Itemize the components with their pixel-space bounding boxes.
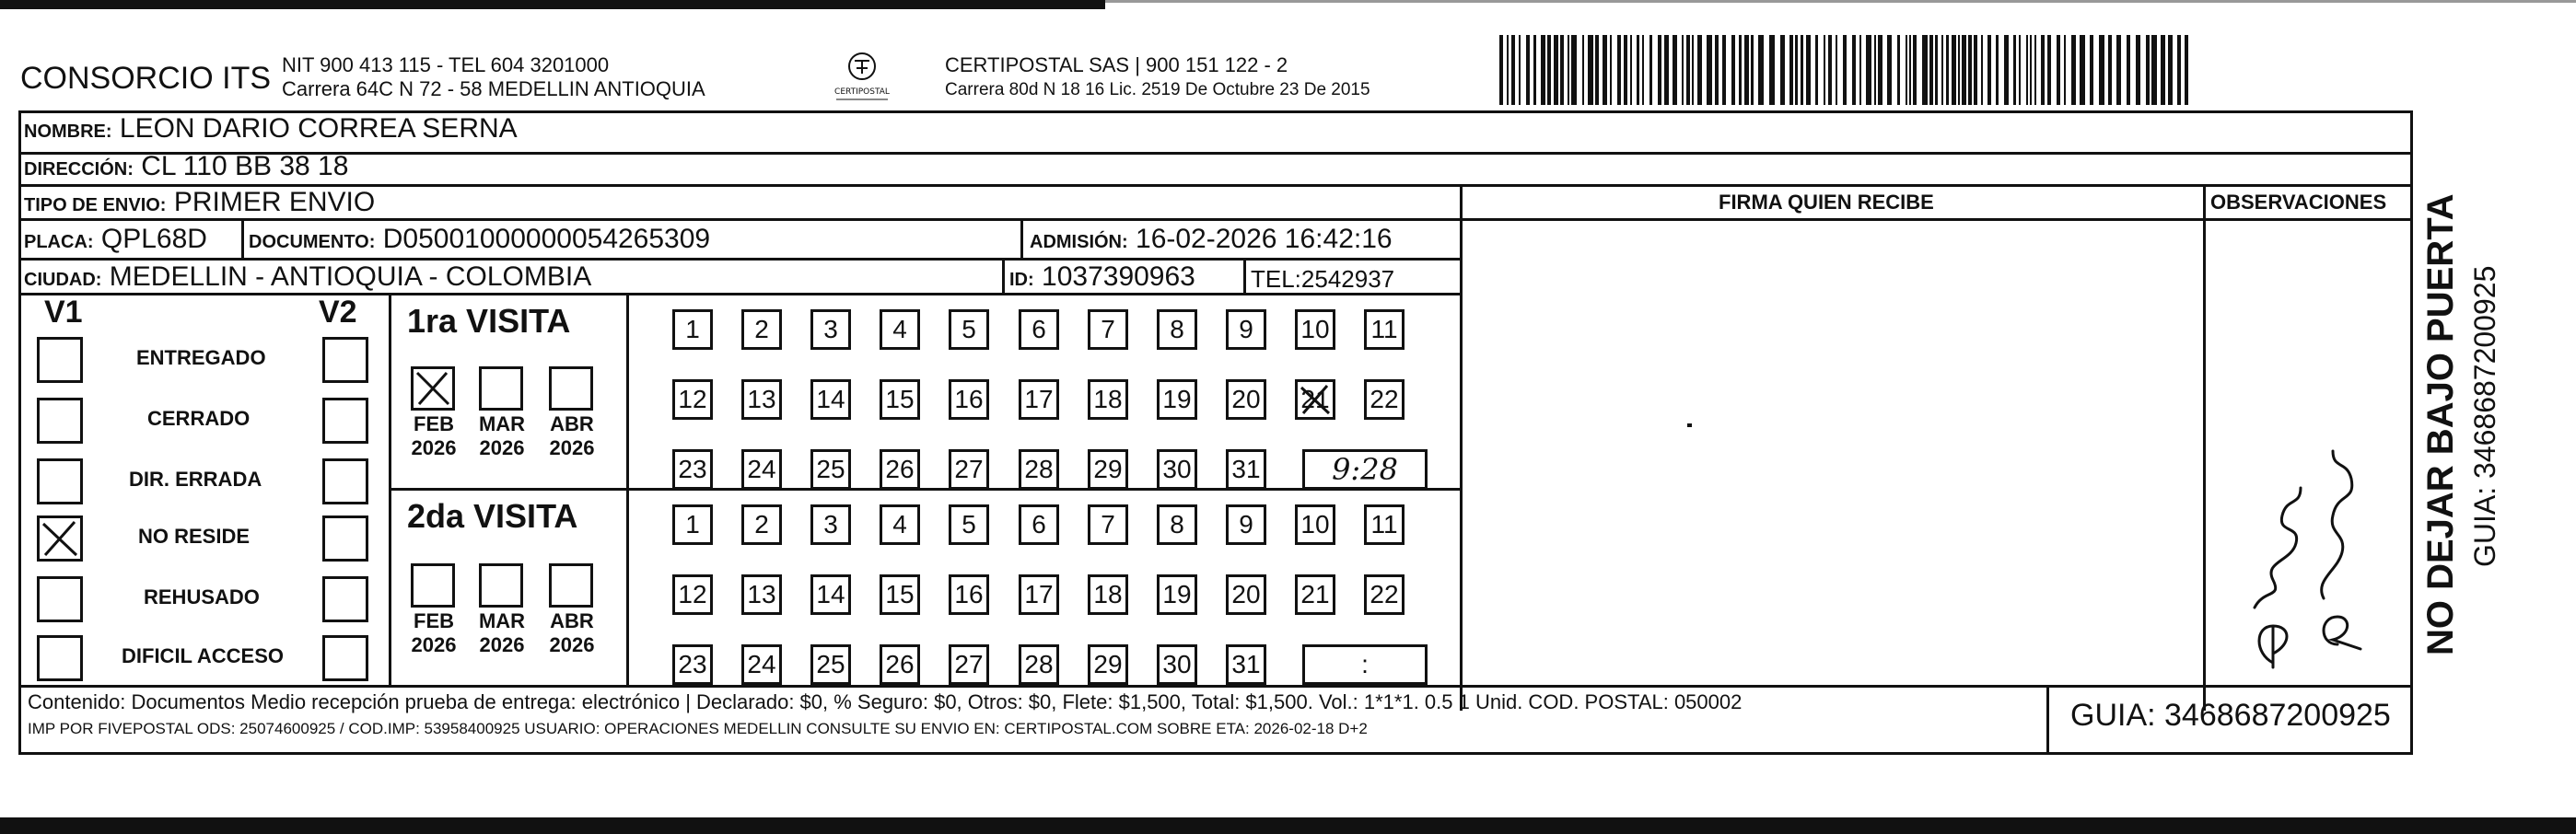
status-label: ENTREGADO: [136, 346, 266, 369]
day-checkbox[interactable]: 9: [1226, 504, 1266, 545]
barcode-bar: [2047, 35, 2051, 105]
barcode-bar: [1630, 35, 1632, 105]
v2-header: V2: [319, 295, 357, 330]
day-checkbox[interactable]: 22: [1364, 379, 1405, 420]
day-checkbox[interactable]: 15: [880, 379, 920, 420]
month-checkbox[interactable]: [479, 563, 523, 608]
barcode-bar: [2004, 35, 2009, 105]
status-v2-checkbox[interactable]: [322, 515, 368, 562]
barcode-bar: [1715, 35, 1719, 105]
month-label: ABR 2026: [549, 412, 595, 459]
day-checkbox[interactable]: 22: [1364, 574, 1405, 615]
status-v1-checkbox[interactable]: [37, 635, 83, 681]
visit1-title: 1ra VISITA: [407, 302, 571, 340]
barcode-bar: [1946, 35, 1949, 105]
barcode-bar: [1801, 35, 1803, 105]
direccion-value: CL 110 BB 38 18: [141, 151, 349, 181]
barcode-bar: [1664, 35, 1669, 105]
day-checkbox[interactable]: 21: [1295, 574, 1335, 615]
barcode-bar: [1507, 35, 1509, 105]
barcode-bar: [1731, 35, 1735, 105]
barcode-bar: [1878, 35, 1882, 105]
rule: [1002, 258, 1005, 293]
placa-label: PLACA:: [24, 232, 94, 252]
month-label: FEB 2026: [411, 609, 457, 656]
barcode-bar: [2080, 35, 2085, 105]
day-checkbox[interactable]: 17: [1019, 379, 1059, 420]
month-checkbox[interactable]: [549, 563, 593, 608]
top-border-bar-light: [1105, 0, 2576, 3]
firma-header: FIRMA QUIEN RECIBE: [1719, 191, 1934, 214]
day-checkbox[interactable]: 20: [1226, 574, 1266, 615]
id-label: ID:: [1009, 270, 1034, 290]
day-checkbox[interactable]: 27: [949, 644, 989, 685]
day-checkbox[interactable]: 19: [1157, 379, 1197, 420]
barcode-bar: [2185, 35, 2188, 105]
barcode-bar: [1541, 35, 1545, 105]
barcode-bar: [1815, 35, 1818, 105]
day-checkbox[interactable]: 30: [1157, 449, 1197, 490]
day-checkbox[interactable]: 4: [880, 504, 920, 545]
footer-guia: GUIA: 3468687200925: [2070, 698, 2391, 733]
barcode-bar: [1533, 35, 1536, 105]
barcode-bar: [1637, 35, 1639, 105]
time-box[interactable]: 9:28: [1302, 449, 1428, 490]
day-checkbox[interactable]: 26: [880, 644, 920, 685]
observaciones-header: OBSERVACIONES: [2210, 191, 2387, 214]
day-checkbox[interactable]: 16: [949, 379, 989, 420]
barcode-bar: [1913, 35, 1917, 105]
barcode-bar: [1739, 35, 1742, 105]
rule: [2046, 685, 2049, 755]
barcode-bar: [1789, 35, 1793, 105]
barcode-bar: [1929, 35, 1933, 105]
day-checkbox[interactable]: 2: [741, 504, 782, 545]
address-line: Carrera 64C N 72 - 58 MEDELLIN ANTIOQUIA: [282, 77, 705, 100]
documento-label: DOCUMENTO:: [249, 232, 376, 252]
day-checkbox[interactable]: 7: [1088, 309, 1128, 350]
day-checkbox[interactable]: 11: [1364, 309, 1405, 350]
barcode-bar: [1836, 35, 1837, 105]
ciudad-row: [24, 261, 591, 293]
rule: [18, 184, 2413, 187]
day-checkbox[interactable]: 31: [1226, 449, 1266, 490]
barcode-bar: [2151, 35, 2157, 105]
admision-label: ADMISIÓN:: [1030, 232, 1128, 252]
barcode-bar: [2071, 35, 2076, 105]
bottom-border-bar: [0, 817, 2576, 834]
day-checkbox[interactable]: 3: [810, 309, 851, 350]
day-checkbox[interactable]: 1: [672, 504, 713, 545]
barcode-bar: [2030, 35, 2032, 105]
barcode: [1499, 35, 2190, 105]
day-checkbox[interactable]: 24: [741, 449, 782, 490]
barcode-bar: [2099, 35, 2104, 105]
day-checkbox[interactable]: 18: [1088, 379, 1128, 420]
tipo-value: PRIMER ENVIO: [173, 187, 376, 217]
day-checkbox[interactable]: 24: [741, 644, 782, 685]
day-checkbox[interactable]: 10: [1295, 504, 1335, 545]
barcode-bar: [1866, 35, 1871, 105]
svg-text:CERTIPOSTAL: CERTIPOSTAL: [834, 87, 890, 97]
barcode-bar: [1758, 35, 1764, 105]
barcode-bar: [1987, 35, 1991, 105]
barcode-bar: [1692, 35, 1694, 105]
barcode-bar: [1511, 35, 1515, 105]
rule: [18, 152, 2413, 155]
barcode-bar: [1887, 35, 1892, 105]
barcode-bar: [1658, 35, 1661, 105]
barcode-bar: [1526, 35, 1530, 105]
admision-value: 16-02-2026 16:42:16: [1136, 224, 1393, 254]
check-x-icon: [414, 369, 452, 408]
month-checkbox[interactable]: [479, 366, 523, 411]
month-checkbox[interactable]: [549, 366, 593, 411]
barcode-bar: [1795, 35, 1798, 105]
nombre-value: LEON DARIO CORREA SERNA: [119, 113, 518, 144]
barcode-bar: [1707, 35, 1712, 105]
barcode-bar: [1968, 35, 1972, 105]
barcode-bar: [2064, 35, 2066, 105]
nit-line: NIT 900 413 115 - TEL 604 3201000: [282, 53, 610, 76]
day-checkbox[interactable]: 3: [810, 504, 851, 545]
documento-value: D05001000000054265309: [382, 224, 711, 254]
nombre-row: [24, 113, 518, 145]
barcode-bar: [1554, 35, 1558, 105]
check-x-icon: [1298, 382, 1333, 417]
day-checkbox[interactable]: 7: [1088, 504, 1128, 545]
day-checkbox[interactable]: 23: [672, 644, 713, 685]
month-checkbox[interactable]: [411, 366, 455, 411]
barcode-bar: [2116, 35, 2121, 105]
barcode-bar: [2177, 35, 2181, 105]
barcode-bar: [1686, 35, 1690, 105]
barcode-bar: [1828, 35, 1832, 105]
ciudad-label: CIUDAD:: [24, 270, 102, 290]
direccion-row: [24, 151, 348, 182]
top-border-bar: [0, 0, 1105, 9]
day-checkbox[interactable]: 25: [810, 449, 851, 490]
day-checkbox[interactable]: 21: [1295, 379, 1335, 420]
status-v2-checkbox[interactable]: [322, 576, 368, 622]
day-checkbox[interactable]: 5: [949, 309, 989, 350]
day-checkbox[interactable]: 12: [672, 574, 713, 615]
status-label: DIFICIL ACCESO: [122, 644, 285, 667]
day-checkbox[interactable]: 19: [1157, 574, 1197, 615]
barcode-bar: [1962, 35, 1966, 105]
nombre-label: NOMBRE:: [24, 122, 112, 142]
day-checkbox[interactable]: 31: [1226, 644, 1266, 685]
barcode-bar: [1642, 35, 1644, 105]
barcode-bar: [1958, 35, 1960, 105]
day-checkbox[interactable]: 18: [1088, 574, 1128, 615]
license-line: Carrera 80d N 18 16 Lic. 2519 De Octubre 23 De 2015: [945, 80, 1370, 99]
status-v1-checkbox[interactable]: [37, 458, 83, 504]
day-checkbox[interactable]: 14: [810, 574, 851, 615]
barcode-bar: [1981, 35, 1983, 105]
time-box[interactable]: :: [1302, 644, 1428, 685]
rule: [18, 218, 2413, 221]
barcode-bar: [1897, 35, 1900, 105]
tel-row: [1251, 265, 1394, 294]
barcode-bar: [1906, 35, 1907, 105]
admision-row: [1030, 224, 1393, 255]
barcode-bar: [2108, 35, 2112, 105]
barcode-bar: [1547, 35, 1551, 105]
barcode-bar: [1806, 35, 1811, 105]
barcode-bar: [1769, 35, 1775, 105]
barcode-bar: [2168, 35, 2173, 105]
barcode-bar: [1922, 35, 1928, 105]
ciudad-value: MEDELLIN - ANTIOQUIA - COLOMBIA: [109, 261, 592, 292]
day-checkbox[interactable]: 2: [741, 309, 782, 350]
status-label: NO RESIDE: [138, 525, 251, 548]
day-checkbox[interactable]: 13: [741, 574, 782, 615]
company-name: CONSORCIO ITS: [20, 61, 272, 96]
no-dejar-bajo-puerta: NO DEJAR BAJO PUERTA: [2420, 193, 2461, 655]
day-checkbox[interactable]: 30: [1157, 644, 1197, 685]
barcode-bar: [1588, 35, 1593, 105]
footer-imp: IMP POR FIVEPOSTAL ODS: 25074600925 / COD.IMP: 53958400925 USUARIO: OPERACIONES MEDELLIN CONSULTE SU ENVIO EN: CERTIPOSTAL.COM SOBRE ETA: 2026-02-18 D+2: [28, 720, 1368, 737]
barcode-bar: [2013, 35, 2016, 105]
day-checkbox[interactable]: 5: [949, 504, 989, 545]
barcode-bar: [1568, 35, 1569, 105]
v1-header: V1: [44, 295, 83, 330]
day-checkbox[interactable]: 10: [1295, 309, 1335, 350]
barcode-bar: [1941, 35, 1943, 105]
rule: [1020, 218, 1023, 258]
direccion-label: DIRECCIÓN:: [24, 159, 134, 180]
barcode-bar: [1722, 35, 1726, 105]
status-v1-checkbox[interactable]: [37, 576, 83, 622]
barcode-bar: [1744, 35, 1749, 105]
day-checkbox[interactable]: 27: [949, 449, 989, 490]
tipo-label: TIPO DE ENVIO:: [24, 195, 167, 215]
id-value: 1037390963: [1042, 261, 1195, 292]
day-checkbox[interactable]: 23: [672, 449, 713, 490]
status-v2-checkbox[interactable]: [322, 398, 368, 444]
placa-value: QPL68D: [100, 224, 207, 254]
barcode-bar: [1519, 35, 1521, 105]
form-frame: [18, 110, 2413, 755]
barcode-bar: [2161, 35, 2165, 105]
day-checkbox[interactable]: 11: [1364, 504, 1405, 545]
documento-row: [249, 224, 710, 255]
day-checkbox[interactable]: 12: [672, 379, 713, 420]
visit2-title: 2da VISITA: [407, 497, 578, 535]
day-checkbox[interactable]: 28: [1019, 644, 1059, 685]
tipo-row: [24, 187, 375, 218]
barcode-bar: [1673, 35, 1677, 105]
footer-contenido: Contenido: Documentos Medio recepción prueba de entrega: electrónico | Declarado: $0, % Seguro: $0, Otros: $0, Flete: $1,500, Total: $1,500. Vol.: 1*1*1. 0.5 1 Unid. COD. POSTAL: 050002: [28, 690, 1743, 713]
day-checkbox[interactable]: 8: [1157, 309, 1197, 350]
check-x-icon: [40, 518, 80, 559]
barcode-bar: [1843, 35, 1847, 105]
barcode-bar: [1909, 35, 1911, 105]
barcode-bar: [1560, 35, 1564, 105]
day-checkbox[interactable]: 17: [1019, 574, 1059, 615]
status-label: REHUSADO: [144, 585, 260, 608]
barcode-bar: [1974, 35, 1977, 105]
barcode-bar: [1610, 35, 1612, 105]
month-label: MAR 2026: [478, 412, 526, 459]
rule: [2203, 184, 2206, 711]
day-checkbox[interactable]: 26: [880, 449, 920, 490]
day-checkbox[interactable]: 13: [741, 379, 782, 420]
day-checkbox[interactable]: 15: [880, 574, 920, 615]
side-guia: GUIA: 3468687200925: [2468, 265, 2501, 567]
tel-label: TEL:: [1251, 265, 1301, 293]
barcode-bar: [2057, 35, 2060, 105]
month-label: ABR 2026: [549, 609, 595, 656]
barcode-bar: [1824, 35, 1825, 105]
barcode-bar: [2041, 35, 2045, 105]
status-v2-checkbox[interactable]: [322, 458, 368, 504]
barcode-bar: [1603, 35, 1607, 105]
barcode-bar: [1682, 35, 1684, 105]
day-checkbox[interactable]: 1: [672, 309, 713, 350]
day-checkbox[interactable]: 14: [810, 379, 851, 420]
day-checkbox[interactable]: 28: [1019, 449, 1059, 490]
barcode-bar: [2026, 35, 2028, 105]
barcode-bar: [1582, 35, 1584, 105]
barcode-bar: [1571, 35, 1577, 105]
status-label: DIR. ERRADA: [129, 468, 262, 491]
barcode-bar: [1697, 35, 1702, 105]
rule: [18, 685, 2413, 688]
month-label: FEB 2026: [411, 412, 457, 459]
day-checkbox[interactable]: 6: [1019, 309, 1059, 350]
status-v1-checkbox[interactable]: [37, 337, 83, 383]
rule: [1460, 184, 1463, 711]
month-label: MAR 2026: [478, 609, 526, 656]
certipostal-line: CERTIPOSTAL SAS | 900 151 122 - 2: [945, 53, 1288, 76]
id-row: [1009, 261, 1195, 293]
barcode-bar: [1499, 35, 1503, 105]
barcode-bar: [1780, 35, 1785, 105]
status-v1-checkbox[interactable]: [37, 515, 83, 562]
month-checkbox[interactable]: [411, 563, 455, 608]
barcode-bar: [1952, 35, 1956, 105]
status-v2-checkbox[interactable]: [322, 337, 368, 383]
day-checkbox[interactable]: 8: [1157, 504, 1197, 545]
day-checkbox[interactable]: 29: [1088, 449, 1128, 490]
barcode-bar: [1595, 35, 1599, 105]
day-checkbox[interactable]: 29: [1088, 644, 1128, 685]
barcode-bar: [1996, 35, 1999, 105]
barcode-bar: [1874, 35, 1876, 105]
placa-row: [24, 224, 207, 255]
day-checkbox[interactable]: 4: [880, 309, 920, 350]
barcode-bar: [1935, 35, 1938, 105]
rule: [1243, 258, 1246, 293]
barcode-bar: [2146, 35, 2150, 105]
day-checkbox[interactable]: 20: [1226, 379, 1266, 420]
rule: [241, 218, 244, 258]
barcode-bar: [1649, 35, 1652, 105]
barcode-bar: [2034, 35, 2036, 105]
tel-value: 2542937: [1300, 265, 1395, 293]
status-label: CERRADO: [147, 407, 251, 430]
day-checkbox[interactable]: 6: [1019, 504, 1059, 545]
barcode-bar: [1617, 35, 1621, 105]
barcode-bar: [1751, 35, 1754, 105]
certipostal-logo: [825, 48, 899, 103]
status-v1-checkbox[interactable]: [37, 398, 83, 444]
day-checkbox[interactable]: 9: [1226, 309, 1266, 350]
day-checkbox[interactable]: 16: [949, 574, 989, 615]
barcode-bar: [1624, 35, 1627, 105]
status-v2-checkbox[interactable]: [322, 635, 368, 681]
handwritten-observation: [2218, 331, 2384, 681]
barcode-bar: [2019, 35, 2021, 105]
barcode-bar: [2090, 35, 2093, 105]
rule: [18, 293, 1463, 295]
day-checkbox[interactable]: 25: [810, 644, 851, 685]
barcode-bar: [2127, 35, 2130, 105]
barcode-bar: [2136, 35, 2140, 105]
signature-mark: [1687, 423, 1692, 427]
barcode-bar: [1852, 35, 1856, 105]
barcode-bar: [1859, 35, 1861, 105]
